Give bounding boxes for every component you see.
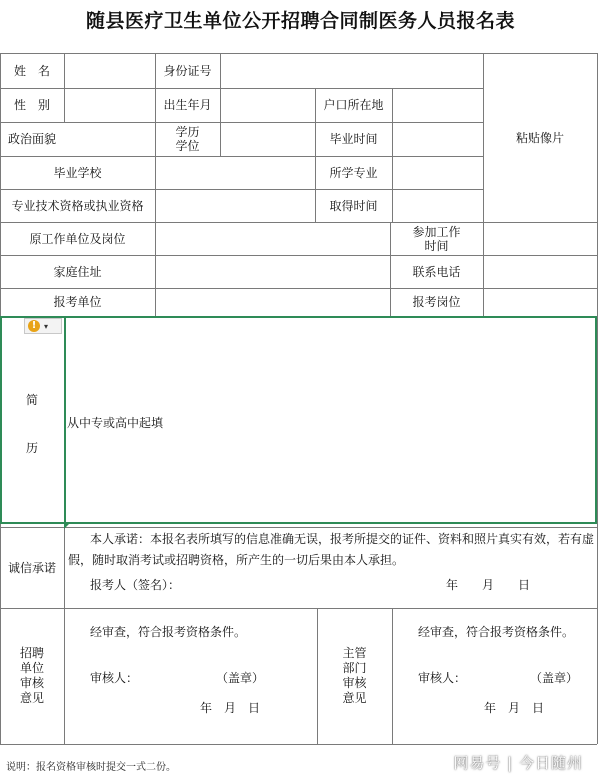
education-label xyxy=(155,122,220,156)
work-start-label-text: 参加工作时间 xyxy=(412,224,461,253)
supervisor-date: 年 月 日 xyxy=(484,701,545,715)
major-label: 所学专业 xyxy=(329,165,378,180)
work-start-label xyxy=(390,222,483,255)
supervisor-seal: （盖章） xyxy=(530,671,579,685)
hukou-label: 户口所在地 xyxy=(323,98,384,112)
grad-time-label: 毕业时间 xyxy=(329,132,378,146)
id-number-label: 身份证号 xyxy=(163,63,212,78)
resume-hint: 从中专或高中起填 xyxy=(67,416,164,430)
supervisor-review-label-text: 主管部门审核意见 xyxy=(342,646,367,705)
apply-post-label: 报考岗位 xyxy=(412,295,461,309)
prev-unit-label: 原工作单位及岗位 xyxy=(29,231,126,246)
chevron-down-icon: ▾ xyxy=(44,321,49,331)
form-title: 随县医疗卫生单位公开招聘合同制医务人员报名表 xyxy=(85,10,515,32)
recruit-reviewer: 审核人： xyxy=(90,671,139,685)
name-label: 姓 名 xyxy=(13,63,50,78)
resume-label-selection xyxy=(0,316,65,524)
integrity-text: 本人承诺：本报名表所填写的信息准确无误，报考所提交的证件、资料和照片真实有效，若有虚假，随时取消考试或招聘资格，所产生的一切后果由本人承担。 xyxy=(68,532,595,567)
resume-label-2: 历 xyxy=(25,441,38,455)
recruit-date: 年 月 日 xyxy=(200,701,261,715)
id-number-input[interactable] xyxy=(221,54,483,88)
warning-icon: ! xyxy=(28,320,40,332)
recruit-seal: （盖章） xyxy=(216,671,265,685)
gender-label: 性 别 xyxy=(13,98,50,112)
grad-school-label: 毕业学校 xyxy=(53,165,102,180)
qualification-label: 专业技术资格或执业资格 xyxy=(11,198,144,213)
error-check-button[interactable] xyxy=(24,318,62,334)
supervisor-review-ok: 经审查，符合报考资格条件。 xyxy=(418,625,575,639)
integrity-date: 年 月 日 xyxy=(446,578,531,592)
watermark: 网易号 | 今日随州 xyxy=(453,754,583,772)
education-label-text: 学历学位 xyxy=(175,125,200,153)
resume-label-1: 简 xyxy=(25,393,38,407)
address-label: 家庭住址 xyxy=(53,264,102,279)
obtain-time-label: 取得时间 xyxy=(329,198,378,213)
footnote: 说明：报名资格审核时提交一式二份。 xyxy=(6,762,176,773)
signature-label: 报考人（签名）： xyxy=(90,578,181,592)
integrity-label: 诚信承诺 xyxy=(7,560,56,575)
birth-label: 出生年月 xyxy=(163,98,212,112)
phone-label: 联系电话 xyxy=(412,264,461,279)
supervisor-reviewer: 审核人： xyxy=(418,671,467,685)
recruit-review-label-text: 招聘单位审核意见 xyxy=(19,646,44,705)
politics-label: 政治面貌 xyxy=(7,132,56,146)
apply-unit-label: 报考单位 xyxy=(53,295,102,309)
supervisor-review-label xyxy=(317,608,392,744)
recruit-review-ok: 经审查，符合报考资格条件。 xyxy=(90,625,247,639)
name-input[interactable] xyxy=(65,54,155,88)
photo-box[interactable]: 粘贴像片 xyxy=(515,130,564,145)
recruit-review-label xyxy=(0,608,64,744)
